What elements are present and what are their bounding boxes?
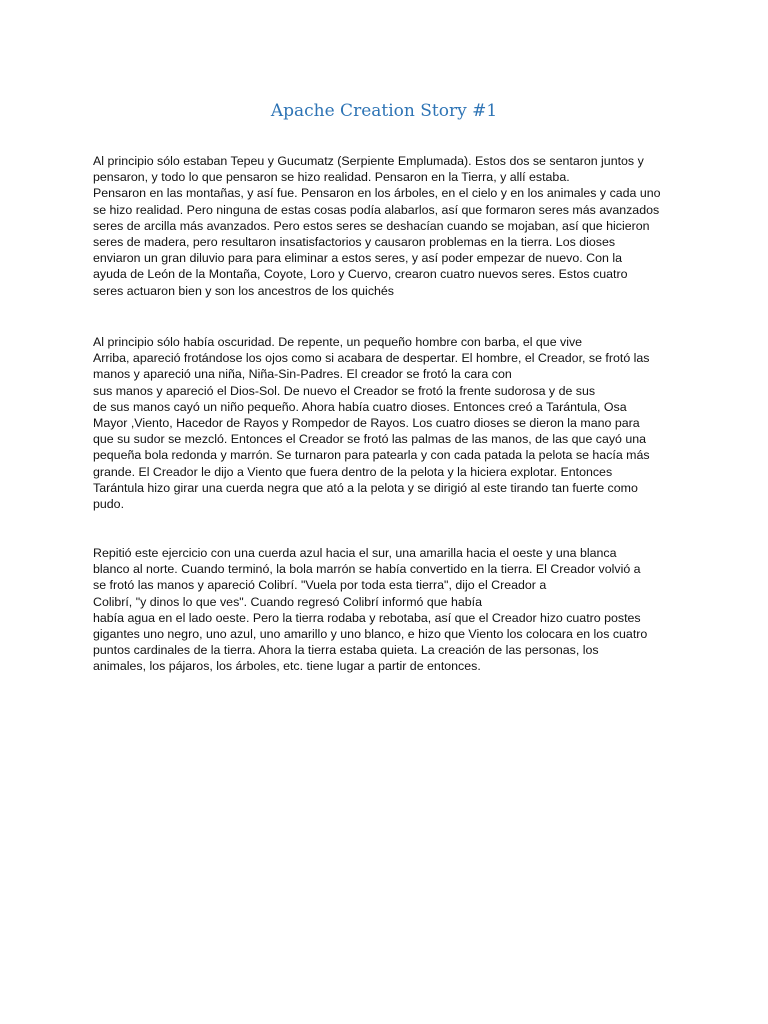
- paragraph-line: Tarántula hizo girar una cuerda negra que ató a la pelota y se dirigió al este tirando tan fuerte como: [93, 480, 638, 495]
- paragraph-line: sus manos y apareció el Dios-Sol. De nuevo el Creador se frotó la frente sudorosa y de sus: [93, 383, 596, 398]
- paragraph-2: [93, 334, 683, 512]
- paragraph-line: Al principio sólo había oscuridad. De repente, un pequeño hombre con barba, el que vive: [93, 335, 583, 349]
- paragraph-line: de sus manos cayó un niño pequeño. Ahora había cuatro dioses. Entonces creó a Tarántula, Osa: [93, 399, 627, 414]
- paragraph-line: se hizo realidad. Pero ninguna de estas cosas podía alabarlos, así que formaron seres más avanzados: [93, 202, 660, 217]
- paragraph-line: pensaron, y todo lo que pensaron se hizo realidad. Pensaron en la Tierra, y allí estaba.: [93, 170, 570, 185]
- paragraph-line: blanco al norte. Cuando terminó, la bola marrón se había convertido en la tierra. El Creador volvió a: [93, 562, 641, 577]
- paragraph-line: Arriba, apareció frotándose los ojos como si acabara de despertar. El hombre, el Creador, se frotó las: [93, 351, 650, 366]
- paragraph-line: que su sudor se mezcló. Entonces el Creador se frotó las palmas de las manos, de las que cayó una: [93, 432, 647, 447]
- paragraph-line: seres de madera, pero resultaron insatisfactorios y causaron problemas en la tierra. Los dioses: [93, 235, 616, 250]
- paragraph-line: Mayor ,Viento, Hacedor de Rayos y Rompedor de Rayos. Los cuatro dioses se dieron la mano para: [93, 416, 640, 431]
- paragraph-3: [93, 545, 683, 675]
- paragraph-line: Repitió este ejercicio con una cuerda azul hacia el sur, una amarilla hacia el oeste y una blanca: [93, 546, 617, 560]
- paragraph-line: animales, los pájaros, los árboles, etc. tiene lugar a partir de entonces.: [93, 659, 481, 674]
- paragraph-line: seres de arcilla más avanzados. Pero estos seres se deshacían cuando se mojaban, así que hicieron: [93, 218, 650, 233]
- paragraph-line: pequeña bola redonda y marrón. Se turnaron para patearla y con cada patada la pelota se hacía más: [93, 448, 650, 463]
- paragraph-line: ayuda de León de la Montaña, Coyote, Loro y Cuervo, crearon cuatro nuevos seres. Estos cuatro: [93, 267, 628, 282]
- paragraph-line: Pensaron en las montañas, y así fue. Pensaron en los árboles, en el cielo y en los animales y cada uno: [93, 186, 661, 201]
- paragraph-line: se frotó las manos y apareció Colibrí. "Vuela por toda esta tierra", dijo el Creador a: [93, 578, 547, 593]
- paragraph-line: Al principio sólo estaban Tepeu y Gucumatz (Serpiente Emplumada). Estos dos se sentaron juntos y: [93, 154, 644, 168]
- paragraph-1: [93, 153, 683, 299]
- paragraph-line: grande. El Creador le dijo a Viento que fuera dentro de la pelota y la hiciera explotar. Entonces: [93, 464, 613, 479]
- paragraph-line: enviaron un gran diluvio para para eliminar a estos seres, y así poder empezar de nuevo. Con la: [93, 251, 622, 266]
- paragraph-line: manos y apareció una niña, Niña-Sin-Padres. El creador se frotó la cara con: [93, 367, 512, 382]
- paragraph-line: había agua en el lado oeste. Pero la tierra rodaba y rebotaba, así que el Creador hizo cuatro postes: [93, 610, 641, 625]
- paragraph-line: puntos cardinales de la tierra. Ahora la tierra estaba quieta. La creación de las personas, los: [93, 643, 599, 658]
- paragraph-line: gigantes uno negro, uno azul, uno amarillo y uno blanco, e hizo que Viento los colocara en los cuatro: [93, 627, 648, 642]
- paragraph-line: Colibrí, "y dinos lo que ves". Cuando regresó Colibrí informó que había: [93, 594, 482, 609]
- paragraph-line: pudo.: [93, 497, 125, 512]
- document-title: Apache Creation Story #1: [270, 101, 498, 121]
- paragraph-line: seres actuaron bien y son los ancestros de los quichés: [93, 283, 394, 298]
